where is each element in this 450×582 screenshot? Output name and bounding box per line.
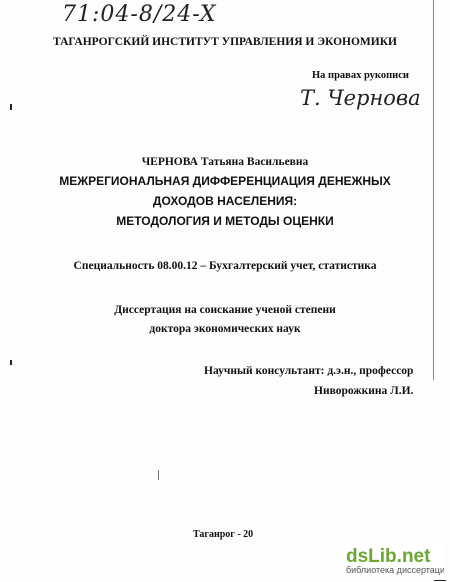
degree-line-2: доктора экономических наук xyxy=(149,323,301,335)
specialty: Специальность 08.00.12 – Бухгалтерский учет, статистика xyxy=(73,260,377,272)
handwritten-code: 71:04-8/24-X xyxy=(62,2,217,27)
signature: Т. Чернова xyxy=(300,86,421,110)
dslib-logo xyxy=(344,542,444,576)
manuscript-note: На правах рукописи xyxy=(312,70,409,81)
watermark-caption: библиотека диссертаций xyxy=(346,565,444,575)
scan-mark xyxy=(434,580,446,581)
watermark-site: dsLib.net xyxy=(346,546,431,567)
scan-mark xyxy=(10,360,12,365)
title-line-2: ДОХОДОВ НАСЕЛЕНИЯ: xyxy=(152,194,298,208)
watermark xyxy=(344,542,444,576)
scan-mark xyxy=(10,104,12,110)
consultant-line: Научный консультант: д.э.н., профессор xyxy=(204,365,414,377)
scan-mark xyxy=(158,470,159,480)
institute-name: ТАГАНРОГСКИЙ ИНСТИТУТ УПРАВЛЕНИЯ И ЭКОНОМИКИ xyxy=(52,36,398,48)
place-year: Таганрог - 20 xyxy=(193,529,254,540)
degree-line-1: Диссертация на соискание ученой степени xyxy=(114,304,336,316)
title-line-1: МЕЖРЕГИОНАЛЬНАЯ ДИФФЕРЕНЦИАЦИЯ ДЕНЕЖНЫХ xyxy=(59,174,391,188)
title-line-3: МЕТОДОЛОГИЯ И МЕТОДЫ ОЦЕНКИ xyxy=(116,214,334,228)
author-name: ЧЕРНОВА Татьяна Васильевна xyxy=(141,156,309,168)
consultant-name: Ниворожкина Л.И. xyxy=(314,385,414,397)
